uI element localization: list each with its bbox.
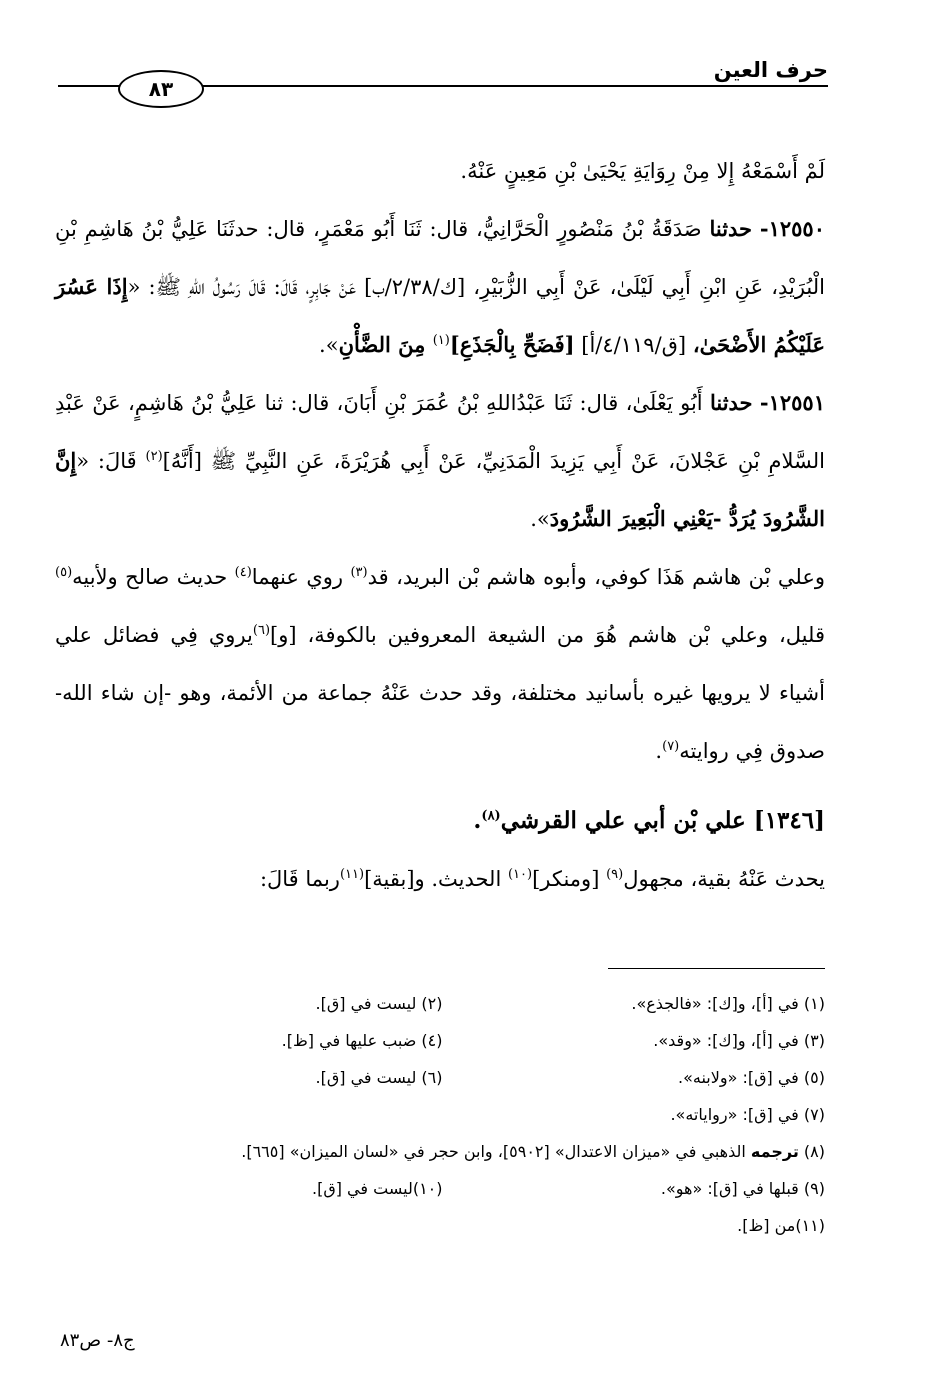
footnote-2: (٢) ليست في [ق]. (315, 994, 443, 1013)
page-footer: ج٨- ص٨٣ (60, 1330, 135, 1351)
opening-line: لَمْ أَسْمَعْهُ إِلا مِنْ رِوَايَةِ يَحْيَىٰ بْنِ مَعِينٍ عَنْهُ. (460, 159, 825, 183)
footnote-row (60, 1133, 825, 1170)
footnote-ref: (١) (432, 333, 450, 348)
footnote-row (60, 1207, 825, 1244)
footnote-row (60, 1059, 825, 1096)
footnote-8 (60, 1133, 825, 1170)
footnote-ref: (١١) (339, 867, 365, 882)
footnote-1: (١) في [أ]، و[ك]: «فالجذع». (631, 994, 825, 1013)
footnote-7: (٧) في [ق]: «رواياته». (670, 1105, 825, 1124)
commentary-text: قليل، وعلي بْن هاشم هُوَ من الشيعة المعروفين بالكوفة، [و] (270, 623, 825, 647)
qala-text: قَالَ: « (76, 449, 146, 473)
footnote-10: (١٠)ليست في [ق]. (311, 1179, 443, 1198)
footnote-keyword: ترجمه (750, 1142, 799, 1161)
manuscript-ref: [ق/٤/١١٩/أ] (574, 333, 693, 357)
hadith-text: إِذَا عَسُرَ عَلَيْكُمُ الأَضْحَىٰ، (55, 274, 825, 357)
footnote-11: (١١)من [ظ]. (737, 1216, 825, 1235)
hadith-text: مِنَ الضَّأْنِ (338, 332, 433, 357)
commentary-text: . (655, 739, 663, 763)
isnad-text: صَدَقَةُ بْنُ مَنْصُورٍ الْحَرَّانِيُّ، قال: ثَنَا أَبُو مَعْمَرٍ، قال: حدثَنَا عَلِيُّ بْنُ هَاشِمِ بْنِ الْبُرَيْدِ، عَنِ ابْنِ أَبِي لَيْلَىٰ، عَنْ أَبِي الزُّبَيْرِ، [ك/٢/٣٨/ب] عَنْ جَابِرٍ، قَالَ: قَالَ رَسُولُ اللهِ ﷺ: « (55, 217, 826, 299)
footnote-row (60, 1170, 825, 1207)
footnote-rule (608, 968, 825, 969)
hadith-number: ١٢٥٥٠- (759, 216, 825, 241)
page-number-badge: ٨٣ (118, 70, 204, 108)
footnote-number: (٨) (798, 1142, 825, 1161)
entry-title-end: . (473, 807, 482, 834)
hadith-12550 (55, 200, 825, 374)
footnote-3: (٣) في [أ]، و[ك]: «وقد». (653, 1031, 825, 1050)
entry-body-text: الحديث. و[بقية] (364, 867, 508, 891)
closing-quote: ». (530, 507, 550, 531)
isnad-text: أَبُو يَعْلَىٰ، قال: ثَنَا عَبْدُاللهِ بْنُ عُمَرَ بْنِ أَبَانَ، قال: ثنا عَلِيُّ بْنُ هَاشِمٍ، عَنْ عَبْدِ السَّلامِ بْنِ عَجْلانَ، عَنْ أَبِي يَزِيدَ الْمَدَنِيِّ، عَنْ أَبِي هُرَيْرَةَ، عَنِ النَّبِيِّ ﷺ [أَنَّهُ] (55, 391, 825, 473)
commentary-text: حديث صالح ولأبيه (72, 565, 235, 589)
footnote-ref: (٣) (350, 565, 368, 580)
footnote-text: الذهبي في «ميزان الاعتدال» [٥٩٠٢]، وابن حجر في «لسان الميزان» [٦٦٥]. (241, 1142, 751, 1161)
hadith-text: إِنَّ الشَّرُودَ يُرَدُّ -يَعْنِي الْبَعِيرَ الشَّرُودَ (55, 448, 825, 531)
hadith-12551 (55, 374, 825, 548)
closing-quote: ». (319, 333, 339, 357)
footnote-ref: (٤) (234, 565, 252, 580)
main-text (55, 142, 825, 908)
footnote-ref: (٨) (481, 808, 501, 824)
chapter-title: حرف العين (713, 58, 828, 82)
entry-text (55, 850, 825, 908)
footnote-ref: (٢) (145, 449, 163, 464)
narration-keyword: حدثنا (709, 390, 753, 415)
footnote-9: (٩) قبلها في [ق]: «هو». (660, 1179, 825, 1198)
hadith-number: ١٢٥٥١- (759, 390, 825, 415)
entry-body-text: يحدث عَنْهُ بقية، مجهول (623, 867, 825, 891)
footnote-ref: (٩) (606, 867, 624, 882)
footnote-row (60, 985, 825, 1022)
footnote-5: (٥) في [ق]: «ولابنه». (678, 1068, 825, 1087)
hadith-text: [فَضَحِّ بِالْجَذَعِ] (449, 332, 575, 357)
footnote-row (60, 1096, 825, 1133)
footnote-ref: (٥) (55, 565, 73, 580)
footnote-4: (٤) ضبب عليها في [ظ]. (281, 1031, 443, 1050)
footnote-row (60, 1022, 825, 1059)
footnote-ref: (٦) (252, 623, 271, 638)
entry-title: [١٣٤٦] علي بْن أبي علي القرشي (500, 807, 825, 834)
entry-body-text: ربما قَالَ: (259, 867, 340, 891)
footnote-6: (٦) ليست في [ق]. (315, 1068, 443, 1087)
commentary-text: روي عنهما (251, 565, 351, 589)
footnote-ref: (٧) (662, 739, 680, 754)
narration-keyword: حدثنا (709, 216, 753, 241)
commentary-text: وعلي بْن هاشم هَذَا كوفي، وأبوه هاشم بْن البريد، قد (367, 565, 825, 589)
footnotes (60, 985, 825, 1244)
commentary-paragraph (55, 548, 825, 780)
entry-heading (55, 792, 825, 850)
entry-body-text: [ومنكر] (532, 867, 607, 891)
commentary-text: يروي فِي فضائل علي أشياء لا يرويها غيره بأسانيد مختلفة، وقد حدث عَنْهُ جماعة من الأئمة، وهو -إن شاء الله- صدوق فِي روايته (55, 623, 825, 763)
footnote-ref: (١٠) (507, 867, 533, 882)
